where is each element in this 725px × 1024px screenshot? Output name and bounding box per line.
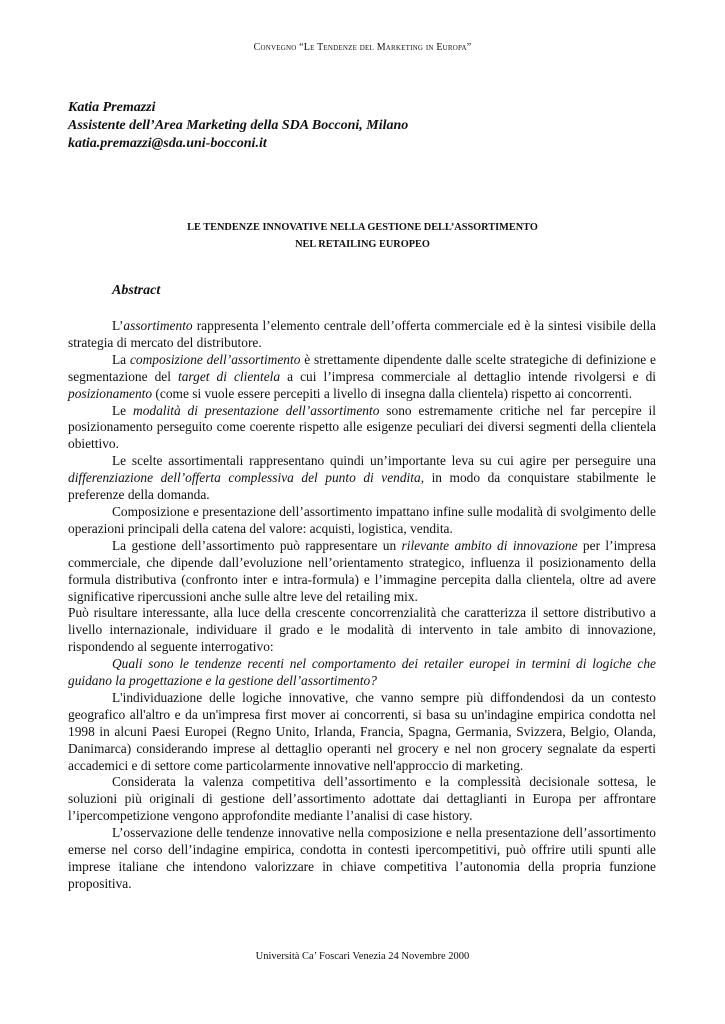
abstract-heading: Abstract [112,283,161,298]
author-block [68,99,408,153]
author-email: katia.premazzi@sda.uni-bocconi.it [68,136,267,151]
title-line-1: LE TENDENZE INNOVATIVE NELLA GESTIONE DELL’ASSORTIMENTO [187,222,538,233]
paragraph-4: Le scelte assortimentali rappresentano quindi un’importante leva su cui agire per perseguire una differenziazione dell’offerta complessiva del punto di vendita, in modo da conquistare stabilmente le preferenze della domanda. [68,453,656,503]
paragraph-6: La gestione dell’assortimento può rappresentare un rilevante ambito di innovazione per l’impresa commerciale, che dipende dall’evoluzione nell’orientamento strategico, influenza il posizionamento della formula distributiva (confronto inter e intra-formula) e l’immagine percepita dalla clientela, oltre ad avere significative ripercussioni anche sulle altre leve del retailing mix. [68,537,656,604]
page-footer: Università Ca’ Foscari Venezia 24 Novembre 2000 [255,951,470,962]
author-name: Katia Premazzi [68,100,156,115]
paragraph-11: L’osservazione delle tendenze innovative nella composizione e nella presentazione dell’assortimento emerse nel corso dell’indagine empirica, condotta in contesti ipercompetitivi, può offrire utili spunti alle imprese italiane che intendono valorizzare in chiave competitiva l’autonomia della propria funzione propositiva. [68,825,656,891]
paragraph-1: L’assortimento rappresenta l’elemento centrale dell’offerta commerciale ed è la sintesi visibile della strategia di mercato del distributore. [68,318,656,350]
research-question: Quali sono le tendenze recenti nel comportamento dei retailer europei in termini di logiche che guidano la progettazione e la gestione dell’assortimento? [68,656,656,689]
paragraph-2: La composizione dell’assortimento è strettamente dipendente dalle scelte strategiche di definizione e segmentazione del target di clientela a cui l’impresa commerciale al dettaglio intende rivolgersi e di posizionamento (come si vuole essere percepiti a livello di insegna dalla clientela) rispetto ai concorrenti. [68,351,657,401]
author-affiliation: Assistente dell’Area Marketing della SDA Bocconi, Milano [68,118,409,133]
running-header: Convegno “Le Tendenze del Marketing in Europa” [253,42,472,53]
title-line-2: NEL RETAILING EUROPEO [295,239,430,250]
paragraph-10: Considerata la valenza competitiva dell’assortimento e la complessità decisionale sottesa, le soluzioni più originali di gestione dell’assortimento adottate dai dettaglianti in Europa per affrontare l’ipercompetizione vengono approfondite mediante l’analisi di case history. [68,774,656,824]
abstract-body [68,318,656,893]
paragraph-7: Può risultare interessante, alla luce della crescente concorrenzialità che caratterizza il settore distributivo a livello internazionale, individuare il grado e le modalità di intervento in tale ambito di innovazione, rispondendo al seguente interrogativo: [68,605,656,655]
paragraph-3: Le modalità di presentazione dell’assortimento sono estremamente critiche nel far percepire il posizionamento perseguito come coerente rispetto alle esigenze peculiari dei diversi segmenti della clientela obiettivo. [68,402,656,452]
paragraph-9: L'individuazione delle logiche innovative, che vanno sempre più diffondendosi da un contesto geografico all'altro e da un'impresa first mover ai concorrenti, si basa su un'indagine empirica condotta nel 1998 in alcuni Paesi Europei (Regno Unito, Irlanda, Francia, Spagna, Germania, Svizzera, Belgio, Olanda, Danimarca) considerando imprese al dettaglio operanti nel grocery e nel non grocery segnalate da esperti accademici e di settore come particolarmente innovative nell'approccio di marketing. [68,689,656,773]
paper-title [0,219,725,253]
paragraph-5: Composizione e presentazione dell’assortimento impattano infine sulle modalità di svolgimento delle operazioni principali della catena del valore: acquisti, logistica, vendita. [68,503,656,536]
